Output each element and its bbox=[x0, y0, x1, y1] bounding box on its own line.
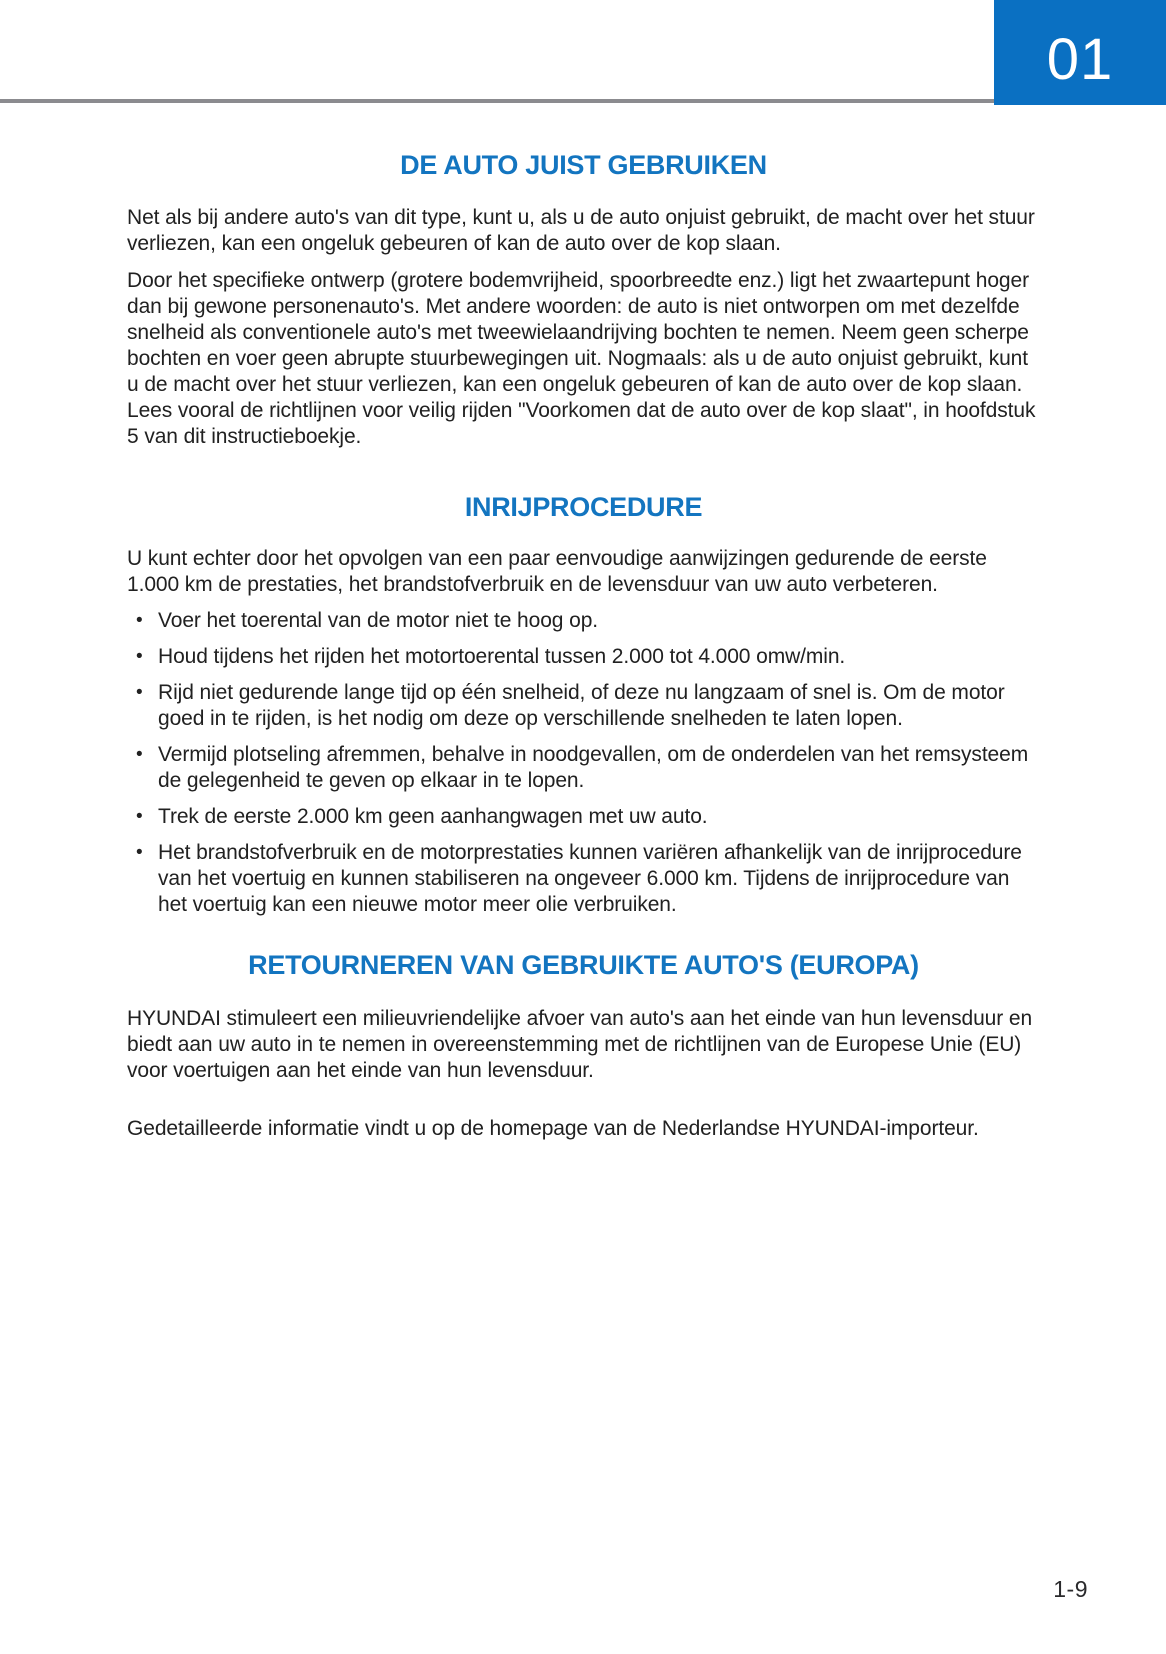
section-heading: DE AUTO JUIST GEBRUIKEN bbox=[400, 150, 767, 180]
list-item-text: Voer het toerental van de motor niet te hoog op. bbox=[158, 609, 599, 632]
section-de-auto-juist-gebruiken bbox=[127, 150, 1040, 450]
list-item-text: Rijd niet gedurende lange tijd op één snelheid, of deze nu langzaam of snel is. Om de motor goed in te rijden, is het nodig om deze op verschillende snelheden te laten lopen. bbox=[158, 681, 1005, 730]
list-item-text: Het brandstofverbruik en de motorprestaties kunnen variëren afhankelijk van de inrijprocedure van het voertuig en kunnen stabiliseren na ongeveer 6.000 km. Tijdens de inrijprocedure van het voertuig kan een nieuwe motor meer olie verbruiken. bbox=[158, 841, 1022, 916]
section-heading: RETOURNEREN VAN GEBRUIKTE AUTO'S (EUROPA) bbox=[248, 950, 919, 980]
section-inrijprocedure bbox=[127, 492, 1040, 918]
bullet-icon: • bbox=[136, 842, 143, 863]
paragraph: Net als bij andere auto's van dit type, kunt u, als u de auto onjuist gebruikt, de macht over het stuur verliezen, kan een ongeluk gebeuren of kan de auto over de kop slaan. bbox=[127, 206, 1035, 255]
list-item bbox=[127, 840, 1040, 918]
list-item-text: Trek de eerste 2.000 km geen aanhangwagen met uw auto. bbox=[158, 805, 708, 828]
paragraph: Door het specifieke ontwerp (grotere bodemvrijheid, spoorbreedte enz.) ligt het zwaartepunt hoger dan bij gewone personenauto's. Met andere woorden: de auto is niet ontworpen om met dezelfde snelheid als conventionele auto's met tweewielaandrijving bochten te nemen. Neem geen scherpe bochten en voer geen abrupte stuurbewegingen uit. Nogmaals: als u de auto onjuist gebruikt, kunt u de macht over het stuur verliezen, kan een ongeluk gebeuren of kan de auto over de kop slaan. Lees vooral de richtlijnen voor veilig rijden "Voorkomen dat de auto over de kop slaat", in hoofdstuk 5 van dit instructieboekje. bbox=[127, 269, 1036, 448]
list-item bbox=[127, 742, 1040, 794]
paragraph: HYUNDAI stimuleert een milieuvriendelijke afvoer van auto's aan het einde van hun levensduur en biedt aan uw auto in te nemen in overeenstemming met de richtlijnen van de Europese Unie (EU) voor voertuigen aan het einde van hun levensduur. bbox=[127, 1007, 1033, 1082]
bullet-list bbox=[127, 608, 1040, 918]
chapter-number: 01 bbox=[1046, 26, 1114, 92]
page-content bbox=[127, 0, 1040, 1142]
section-retourneren-gebruikte-autos bbox=[127, 950, 1040, 1142]
list-item bbox=[127, 680, 1040, 732]
bullet-icon: • bbox=[136, 610, 143, 631]
page-number: 1-9 bbox=[1053, 1576, 1088, 1602]
list-item-text: Vermijd plotseling afremmen, behalve in noodgevallen, om de onderdelen van het remsysteem de gelegenheid te geven op elkaar in te lopen. bbox=[158, 743, 1029, 792]
bullet-icon: • bbox=[136, 682, 143, 703]
paragraph: U kunt echter door het opvolgen van een paar eenvoudige aanwijzingen gedurende de eerste 1.000 km de prestaties, het brandstofverbruik en de levensduur van uw auto verbeteren. bbox=[127, 547, 987, 596]
list-item bbox=[127, 608, 1040, 634]
list-item bbox=[127, 804, 1040, 830]
section-heading: INRIJPROCEDURE bbox=[464, 492, 703, 522]
bullet-icon: • bbox=[136, 646, 143, 667]
list-item-text: Houd tijdens het rijden het motortoerental tussen 2.000 tot 4.000 omw/min. bbox=[158, 645, 846, 668]
bullet-icon: • bbox=[136, 806, 143, 827]
list-item bbox=[127, 644, 1040, 670]
bullet-icon: • bbox=[136, 744, 143, 765]
paragraph: Gedetailleerde informatie vindt u op de homepage van de Nederlandse HYUNDAI-importeur. bbox=[127, 1117, 979, 1140]
